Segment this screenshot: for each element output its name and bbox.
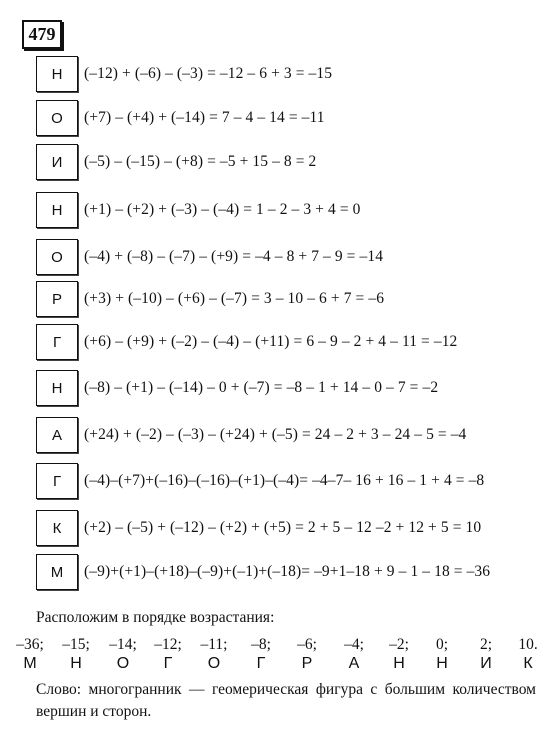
expression-text: (+6) – (+9) + (–2) – (–4) – (+11) = 6 – 9 – 2 + 4 – 11 = –12 — [84, 333, 458, 350]
sorted-letter: Н — [70, 655, 82, 672]
sorted-value: –2; — [389, 636, 409, 653]
expression-text: (+24) + (–2) – (–3) – (+24) + (–5) = 24 – 2 + 3 – 24 – 5 = –4 — [84, 426, 467, 443]
sorted-value: 2; — [479, 636, 493, 653]
letter-box: О — [36, 239, 78, 275]
expression-text: (+1) – (+2) + (–3) – (–4) = 1 – 2 – 3 + 4 = 0 — [84, 201, 361, 218]
expression-row — [36, 54, 332, 94]
sorted-value: –8; — [251, 636, 271, 653]
sorted-letter: К — [523, 655, 533, 672]
sorted-value: 10. — [518, 636, 538, 653]
letter-box: М — [36, 554, 78, 590]
sorted-value: –6; — [297, 636, 317, 653]
sorted-value: –15; — [62, 636, 90, 653]
expression-text: (+7) – (+4) + (–14) = 7 – 4 – 14 = –11 — [84, 109, 325, 126]
letter-box: Н — [36, 56, 78, 92]
letter-box: Н — [36, 370, 78, 406]
sorted-letter: Р — [301, 655, 313, 672]
letter-box: Г — [36, 463, 78, 499]
letter-box: И — [36, 144, 78, 180]
expression-text: (–4)–(+7)+(–16)–(–16)–(+1)–(–4)= –4–7– 16 + 16 – 1 + 4 = –8 — [84, 472, 485, 489]
sorted-letter: О — [207, 655, 221, 672]
expression-row — [36, 237, 383, 277]
sorted-value: –14; — [109, 636, 137, 653]
expression-text: (–9)+(+1)–(+18)–(–9)+(–1)+(–18)= –9+1–18 + 9 – 1 – 18 = –36 — [84, 563, 491, 580]
sorted-letter: О — [116, 655, 130, 672]
expression-row — [36, 415, 466, 455]
expression-row — [36, 279, 384, 319]
expression-row — [36, 322, 457, 362]
sorted-letters-row — [16, 655, 542, 675]
sorted-value: –12; — [154, 636, 182, 653]
sorted-letter: Н — [436, 655, 448, 672]
sorted-letter: Г — [256, 655, 266, 672]
expression-text: (–8) – (+1) – (–14) – 0 + (–7) = –8 – 1 + 14 – 0 – 7 = –2 — [84, 379, 439, 396]
sorted-letter: Н — [393, 655, 405, 672]
sorted-value: 0; — [435, 636, 449, 653]
expression-row — [36, 461, 484, 501]
letter-box: Р — [36, 281, 78, 317]
expression-row — [36, 552, 490, 592]
sorted-letter: И — [480, 655, 492, 672]
sorted-value: –11; — [200, 636, 228, 653]
expression-text: (–5) – (–15) – (+8) = –5 + 15 – 8 = 2 — [84, 153, 317, 170]
task-number-badge: 479 — [22, 20, 62, 49]
conclusion-text: Слово: многогранник — геомерическая фигура с большим количеством вершин и сторон. — [36, 681, 536, 720]
letter-box: О — [36, 100, 78, 136]
sorted-value: –4; — [344, 636, 364, 653]
ordering-heading: Расположим в порядке возрастания: — [36, 609, 275, 626]
sorted-value: –36; — [16, 636, 44, 653]
expression-row — [36, 368, 438, 408]
sorted-values-row — [16, 636, 542, 656]
expression-text: (+3) + (–10) – (+6) – (–7) = 3 – 10 – 6 + 7 = –6 — [84, 290, 385, 307]
expression-row — [36, 98, 325, 138]
letter-box: К — [36, 510, 78, 546]
sorted-letter: А — [348, 655, 360, 672]
expression-text: (+2) – (–5) + (–12) – (+2) + (+5) = 2 + 5 – 12 –2 + 12 + 5 = 10 — [84, 519, 482, 536]
sorted-letter: Г — [163, 655, 173, 672]
letter-box: Г — [36, 324, 78, 360]
sorted-letter: М — [23, 655, 37, 672]
expression-row — [36, 508, 481, 548]
expression-text: (–4) + (–8) – (–7) – (+9) = –4 – 8 + 7 – 9 = –14 — [84, 248, 384, 265]
expression-row — [36, 190, 361, 230]
letter-box: А — [36, 417, 78, 453]
expression-text: (–12) + (–6) – (–3) = –12 – 6 + 3 = –15 — [84, 65, 333, 82]
expression-row — [36, 142, 316, 182]
letter-box: Н — [36, 192, 78, 228]
